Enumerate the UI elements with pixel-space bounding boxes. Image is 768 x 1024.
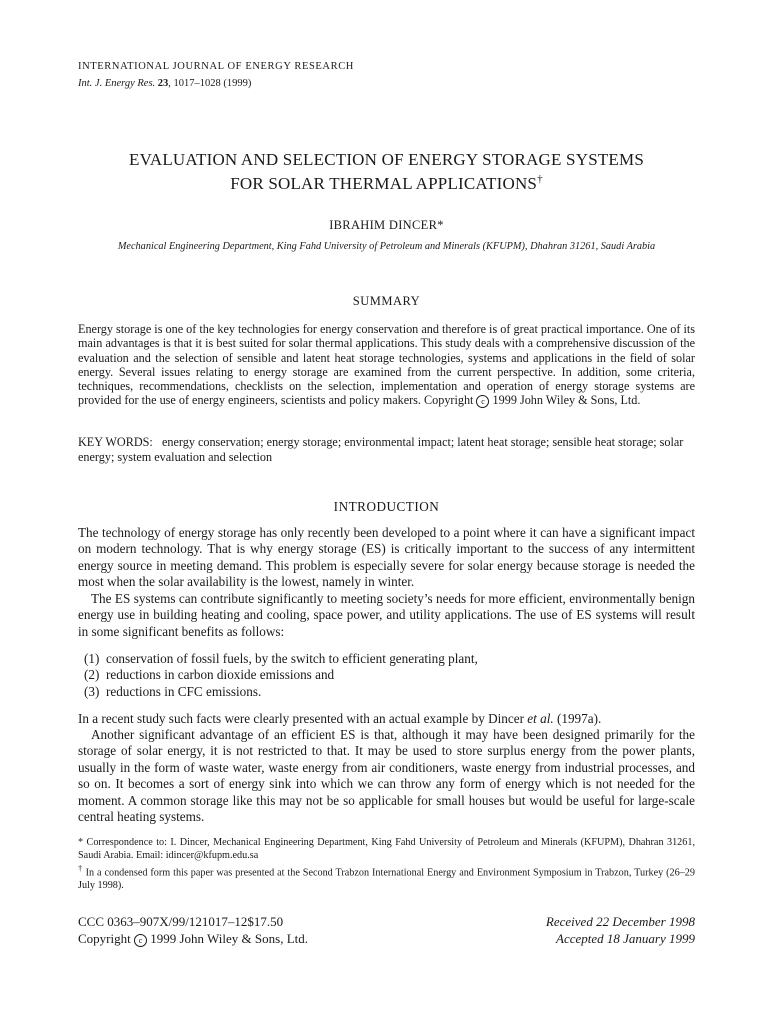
ccc-code: CCC 0363–907X/99/121017–12$17.50 <box>78 914 284 929</box>
para3-text-a: In a recent study such facts were clearly presented with an actual example by Dincer <box>78 711 528 726</box>
author-affiliation: Mechanical Engineering Department, King Fahd University of Petroleum and Minerals (KFUPM), Dhahran 31261, Saudi Arabia <box>117 241 656 252</box>
list-item: (3) reductions in CFC emissions. <box>84 683 262 699</box>
list-item: (1) conservation of fossil fuels, by the switch to efficient generating plant, <box>84 651 478 666</box>
summary-text <box>78 322 695 408</box>
footer-left <box>78 913 308 947</box>
intro-paragraph-2: The ES systems can contribute significantly to meeting society’s needs for more efficient, environmentally benign energy use in building heating and cooling, space power, and utility applications. The use of ES systems will result in some significant benefits as follows: <box>78 591 695 639</box>
copyright-symbol-icon <box>134 934 147 947</box>
journal-abbrev: Int. J. Energy Res. <box>78 78 156 89</box>
intro-paragraph-3 <box>78 711 695 727</box>
intro-paragraph-1: The technology of energy storage has only recently been developed to a point where it can have a significant impact on modern technology. That is why energy storage (ES) is critically important to the success of any intermittent energy source in meeting demand. This problem is especially severe for solar energy because storage is needed the most when the solar availability is the lowest, namely in winter. <box>78 525 695 590</box>
author-name: IBRAHIM DINCER* <box>329 218 444 232</box>
footnote-dagger: † <box>78 863 83 873</box>
footer-copyright-text: 1999 John Wiley & Sons, Ltd. <box>150 931 309 946</box>
summary-body: Energy storage is one of the key technologies for energy conservation and therefore is of great practical importance. One of its main advantages is that it is best suited for solar thermal applications. This study deals with a comprehensive discussion of the evaluation and the selection of sensible and latent heat storage technologies, systems and applications in the field of solar energy. Several issues relating to energy storage are examined from the current perspective. In addition, some criteria, techniques, recommendations, checklists on the selection, implementation and operation of energy storage systems are provided for the use of energy engineers, scientists and policy makers. Copyright <box>78 322 695 408</box>
journal-pages-year: , 1017–1028 (1999) <box>168 78 252 89</box>
keywords <box>78 435 695 465</box>
keywords-label: KEY WORDS: <box>78 435 153 449</box>
copyright-symbol-icon <box>476 395 489 408</box>
para3-etal: et al. <box>527 711 554 726</box>
accepted-date: Accepted 18 January 1999 <box>556 931 695 946</box>
footnotes <box>78 837 695 892</box>
footer-right <box>546 913 695 947</box>
title-line-2: FOR SOLAR THERMAL APPLICATIONS <box>230 174 538 193</box>
received-date: Received 22 December 1998 <box>545 914 695 929</box>
footnote-condensed <box>78 862 695 892</box>
keywords-text: energy conservation; energy storage; environmental impact; latent heat storage; sensible heat storage; solar energy; system evaluation and selection <box>78 435 684 464</box>
introduction-heading: INTRODUCTION <box>333 499 440 514</box>
summary-heading: SUMMARY <box>352 294 421 308</box>
footer-copyright-label: Copyright <box>78 931 131 946</box>
summary-copyright: 1999 John Wiley & Sons, Ltd. <box>492 393 641 408</box>
journal-name: INTERNATIONAL JOURNAL OF ENERGY RESEARCH <box>78 61 354 72</box>
title-footnote-mark: † <box>537 173 543 185</box>
para3-text-b: (1997a). <box>553 711 602 726</box>
list-item: (2) reductions in carbon dioxide emissions and <box>84 667 335 683</box>
title-line-1: EVALUATION AND SELECTION OF ENERGY STORAGE SYSTEMS <box>129 150 644 169</box>
journal-citation <box>78 78 251 89</box>
footnote-condensed-text: In a condensed form this paper was presented at the Second Trabzon International Energy and Environment Symposium in Trabzon, Turkey (26–29 July 1998). <box>78 867 695 891</box>
article-title <box>78 148 695 196</box>
intro-paragraph-4: Another significant advantage of an efficient ES is that, although it may have been designed primarily for the storage of solar energy, it is not restricted to that. It may be used to store surplus energy from the power plants, usually in the form of waste water, waste energy from air conditioners, waste energy from industrial processes, and so on. It becomes a sort of energy sink into which we can throw any form of energy which is not needed for the moment. A common storage like this may not be so applicable for small houses but would be useful for large-scale central heating systems. <box>78 727 695 825</box>
journal-volume: 23 <box>157 78 169 89</box>
benefits-list <box>78 651 695 700</box>
footer-copyright <box>78 930 308 947</box>
footnote-correspondence: * Correspondence to: I. Dincer, Mechanical Engineering Department, King Fahd University of Petroleum and Minerals (KFUPM), Dhahran 31261, Saudi Arabia. Email: idincer@kfupm.edu.sa <box>78 837 695 861</box>
